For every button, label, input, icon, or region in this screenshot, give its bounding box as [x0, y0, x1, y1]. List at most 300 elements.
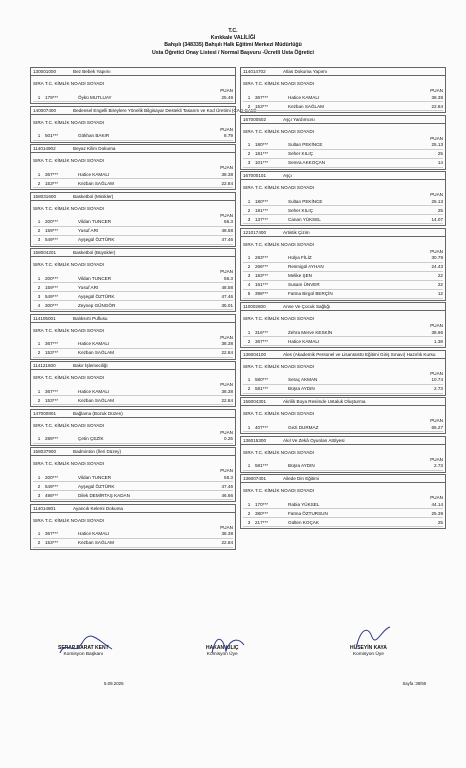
header-adi: ADI SOYADI — [78, 375, 104, 380]
row-tc: 137*** — [255, 216, 269, 222]
row-name: Zeynep GÜNGÖR — [78, 302, 116, 308]
table-row — [243, 159, 443, 168]
course-name: Bakır İşlemeciliği — [73, 363, 108, 368]
row-sira: 2 — [37, 483, 41, 489]
row-tc: 200*** — [45, 275, 59, 281]
course-name: Beyaz Kilim Dokuma — [73, 146, 116, 151]
table-row — [33, 473, 233, 482]
row-sira: 3 — [247, 273, 251, 278]
course-name: Basketbol (Minikler) — [73, 193, 114, 199]
table-row — [243, 141, 443, 150]
course-code: 136015300 — [243, 437, 266, 443]
course-code: 158004201 — [33, 250, 56, 255]
course-title-bar — [241, 398, 445, 406]
row-tc: 549*** — [45, 293, 59, 299]
header-adi: ADI SOYADI — [78, 461, 104, 466]
row-name: Vildan TUNCER — [78, 275, 112, 281]
table-row — [243, 423, 443, 432]
header-adi: ADI SOYADI — [78, 81, 104, 86]
course-table — [31, 257, 235, 311]
course-table — [31, 115, 235, 142]
header-tc: T.C. KİMLİK NO — [255, 241, 288, 247]
row-tc: 367*** — [255, 94, 269, 100]
header-tc: T.C. KİMLİK NO — [45, 461, 78, 466]
header-puan: PUAN — [220, 429, 233, 435]
header-puan: PUAN — [430, 323, 443, 328]
row-sira: 1 — [37, 171, 41, 177]
row-puan: 47.46 — [221, 483, 233, 489]
row-name: Semra AKKOÇAN — [288, 160, 326, 165]
course-code: 114105001 — [33, 315, 56, 321]
header-tc: T.C. KİMLİK NO — [45, 422, 78, 428]
row-puan: 35.01 — [221, 302, 233, 308]
signature-area — [0, 645, 466, 705]
table-row — [243, 290, 443, 299]
header-line-list-title: Usta Öğretici Onay Listesi / Normal Başvuru -Ücretli Usta Öğretici — [151, 49, 315, 56]
course-code: 167000502 — [243, 116, 266, 122]
course-section — [30, 361, 236, 407]
header-puan: PUAN — [430, 418, 443, 423]
table-header-row — [243, 242, 443, 247]
header-adi: ADI SOYADI — [288, 241, 314, 247]
table-row — [243, 272, 443, 281]
course-name: Bez Bebek Yapımı — [73, 69, 111, 74]
row-puan: 44.14 — [431, 501, 443, 507]
course-name: Basketbol (Büyükler) — [73, 250, 116, 255]
table-row — [33, 179, 233, 188]
row-tc: 153*** — [255, 103, 269, 109]
row-sira: 1 — [37, 474, 41, 480]
table-header-row — [33, 423, 233, 428]
row-puan: 25.13 — [431, 142, 443, 147]
course-table — [241, 237, 445, 300]
course-section — [30, 409, 236, 446]
table-header-row — [33, 158, 233, 163]
course-code: 114014902 — [33, 146, 56, 151]
row-tc: 153*** — [45, 540, 59, 545]
row-tc: 300*** — [45, 302, 59, 308]
row-sira: 4 — [247, 282, 251, 287]
header-sira: SIRA — [33, 517, 44, 523]
table-row — [243, 263, 443, 272]
course-name: Akrilik Boya Resimde Ustaluk Oluşturma — [283, 399, 366, 404]
row-tc: 580*** — [255, 377, 269, 382]
table-header-row — [33, 375, 233, 380]
table-row — [243, 518, 443, 527]
row-puan: 14.07 — [431, 216, 443, 222]
header-puan: PUAN — [430, 248, 443, 254]
header-adi: ADI SOYADI — [78, 327, 104, 333]
course-name: Aşçı — [283, 173, 292, 178]
row-name: Hatice KAMALI — [78, 171, 110, 177]
course-table — [31, 76, 235, 103]
course-name: Badminton (İleri Düzey) — [73, 449, 121, 454]
row-puan: 14 — [437, 160, 443, 165]
course-code: 114121600 — [33, 363, 56, 368]
row-sira: 3 — [37, 237, 41, 242]
header-adi: ADI SOYADI — [288, 185, 314, 190]
course-table — [31, 201, 235, 246]
header-sira: SIRA — [33, 119, 44, 125]
row-name: Susam ÜNVER — [288, 282, 320, 287]
course-code: 114014801 — [33, 505, 56, 511]
row-tc: 153*** — [45, 397, 59, 403]
table-row — [33, 301, 233, 310]
course-title-bar — [31, 107, 257, 115]
table-row — [243, 281, 443, 290]
row-tc: 159*** — [45, 228, 59, 233]
row-tc: 153*** — [45, 180, 59, 186]
table-row — [33, 435, 233, 444]
course-section — [240, 67, 446, 113]
course-table — [241, 311, 445, 347]
row-sira: 1 — [37, 388, 41, 394]
row-puan: 22.84 — [221, 350, 233, 355]
row-tc: 316*** — [255, 329, 269, 335]
row-name: Sultan PEKİNCE — [288, 142, 323, 147]
table-header-row — [33, 81, 233, 86]
course-table — [241, 124, 445, 169]
row-tc: 180*** — [255, 142, 269, 147]
row-puan: 22.84 — [221, 540, 233, 545]
row-puan: 48.58 — [221, 228, 233, 233]
table-row — [243, 462, 443, 471]
header-sira: SIRA — [243, 81, 254, 86]
row-sira: 1 — [247, 198, 251, 204]
header-adi: ADI SOYADI — [78, 119, 104, 125]
course-name: Artistik Çizim — [283, 229, 310, 235]
header-puan: PUAN — [430, 135, 443, 141]
row-puan: 8.79 — [224, 133, 233, 138]
row-name: Gezi DURMAZ — [288, 424, 319, 430]
table-header-row — [243, 411, 443, 416]
row-name: Seraç AKMAN — [288, 377, 318, 382]
header-puan: PUAN — [430, 495, 443, 500]
header-adi: ADI SOYADI — [288, 488, 314, 493]
course-section — [240, 228, 446, 301]
course-table — [241, 445, 445, 472]
row-sira: 1 — [247, 501, 251, 507]
row-tc: 367*** — [255, 338, 269, 344]
table-row — [33, 283, 233, 292]
signature-block-2 — [206, 645, 239, 657]
course-name: Balıksırtı Puflusu — [73, 315, 108, 321]
table-header-row — [33, 461, 233, 466]
course-name: Anne Ve Çocuk Sağlığı — [283, 304, 331, 309]
table-row — [33, 530, 233, 539]
row-puan: 56.3 — [224, 275, 233, 281]
course-section — [240, 397, 446, 434]
row-tc: 200*** — [45, 219, 59, 224]
row-tc: 170*** — [255, 501, 269, 507]
header-puan: PUAN — [430, 88, 443, 93]
row-sira: 1 — [37, 531, 41, 536]
signature-1-name: SERAP BARAT KENT — [58, 645, 109, 651]
row-sira: 3 — [37, 293, 41, 299]
row-puan: 10.74 — [431, 377, 443, 382]
row-sira: 2 — [37, 397, 41, 403]
row-puan: 0.25 — [224, 436, 233, 441]
row-name: Öykü MUTLUAY — [78, 94, 112, 100]
course-title-bar — [31, 448, 235, 456]
row-puan: 30.79 — [431, 255, 443, 260]
row-sira: 2 — [37, 180, 41, 186]
row-tc: 398*** — [255, 291, 269, 296]
row-sira: 2 — [37, 350, 41, 355]
row-name: Seher KILIÇ — [288, 151, 314, 156]
table-row — [33, 132, 233, 141]
row-tc: 501*** — [45, 133, 59, 138]
header-sira: SIRA — [243, 411, 254, 416]
row-puan: 25.13 — [431, 198, 443, 204]
row-puan: 38.38 — [221, 171, 233, 177]
row-sira: 2 — [247, 386, 251, 391]
row-sira: 2 — [247, 264, 251, 269]
course-title-bar — [241, 68, 445, 76]
table-row — [33, 170, 233, 179]
header-sira: SIRA — [33, 327, 44, 333]
course-table — [31, 153, 235, 189]
table-row — [243, 206, 443, 215]
row-puan: 38.38 — [221, 341, 233, 346]
header-tc: T.C. KİMLİK NO — [45, 158, 78, 163]
row-name: Kezban SAĞLAM — [78, 540, 115, 545]
handwritten-signature-icon — [350, 623, 396, 653]
course-title-bar — [31, 315, 235, 323]
row-tc: 153*** — [45, 350, 59, 355]
table-row — [243, 376, 443, 385]
course-code: 167000101 — [243, 173, 266, 178]
row-name: Kezban SAĞLAM — [78, 180, 115, 186]
table-row — [33, 218, 233, 227]
row-name: Vildan TUNCER — [78, 474, 112, 480]
row-name: Yusuf ARI — [78, 284, 99, 290]
table-row — [33, 349, 233, 358]
course-code: 158037900 — [33, 449, 56, 454]
row-name: Seher KILIÇ — [288, 207, 314, 213]
course-code: 147000801 — [33, 410, 56, 416]
row-tc: 549*** — [45, 237, 59, 242]
course-name: Bedensel Engelli Bireylere Yönelik Bilgisayar Destekli Tasarım ve Kod Üretimi (CAD-CAM) — [73, 107, 257, 113]
header-tc: T.C. KİMLİK NO — [45, 205, 78, 211]
table-header-row — [243, 129, 443, 134]
header-tc: T.C. KİMLİK NO — [45, 517, 78, 523]
row-puan: 25.49 — [221, 94, 233, 100]
row-sira: 2 — [247, 510, 251, 516]
row-name: Büşra AYDIN — [288, 463, 315, 468]
header-sira: SIRA — [243, 185, 254, 190]
header-puan: PUAN — [220, 382, 233, 387]
row-name: Fatma Birgül BERÇİN — [288, 291, 333, 296]
header-puan: PUAN — [220, 524, 233, 530]
signature-block-3 — [350, 645, 387, 657]
header-sira: SIRA — [33, 461, 44, 466]
row-tc: 289*** — [45, 436, 59, 441]
row-tc: 367*** — [45, 341, 59, 346]
course-title-bar — [31, 193, 235, 201]
row-sira: 1 — [247, 463, 251, 468]
row-tc: 161*** — [255, 282, 269, 287]
table-header-row — [243, 316, 443, 321]
row-puan: 46.66 — [221, 492, 233, 498]
row-name: Hatice KAMALI — [288, 338, 320, 344]
header-puan: PUAN — [220, 269, 233, 274]
header-puan: PUAN — [220, 165, 233, 170]
course-section — [30, 67, 236, 104]
table-row — [243, 337, 443, 346]
header-sira: SIRA — [33, 375, 44, 380]
course-table — [31, 513, 235, 549]
document-date: 5.09.2025 — [104, 681, 124, 686]
table-header-row — [243, 185, 443, 190]
course-section — [30, 504, 236, 550]
header-tc: T.C. KİMLİK NO — [255, 185, 288, 190]
row-puan: 24.43 — [431, 264, 443, 269]
header-adi: ADI SOYADI — [288, 363, 314, 369]
course-name: Ayancık Kelemi Dokuma — [73, 505, 123, 511]
header-tc: T.C. KİMLİK NO — [45, 262, 78, 267]
row-tc: 217*** — [255, 519, 269, 525]
table-header-row — [243, 364, 443, 369]
course-table — [241, 180, 445, 225]
row-name: Zehra Merve KESKİN — [288, 329, 333, 335]
handwritten-signature-icon — [208, 633, 248, 657]
row-puan: 38.66 — [431, 329, 443, 335]
row-puan: 65.27 — [431, 424, 443, 430]
table-header-row — [33, 262, 233, 267]
course-section — [240, 115, 446, 170]
signature-1-role: Komisyon Başkanı — [63, 652, 104, 657]
row-puan: 22.84 — [221, 397, 233, 403]
table-row — [243, 500, 443, 509]
course-title-bar — [31, 249, 235, 257]
header-tc: T.C. KİMLİK NO — [255, 128, 288, 134]
table-row — [243, 102, 443, 111]
header-sira: SIRA — [243, 241, 254, 247]
row-name: Büşra AYDIN — [288, 386, 315, 391]
course-section — [30, 314, 236, 360]
row-sira: 1 — [247, 94, 251, 100]
course-name: Ales (Akademik Personel ve Lisansüstü Eğitimi Giriş Sınavı) Hazırlık Kursu — [283, 351, 436, 357]
row-name: Melike ŞEN — [288, 273, 312, 278]
header-adi: ADI SOYADI — [78, 262, 104, 267]
header-sira: SIRA — [243, 363, 254, 369]
course-table — [241, 76, 445, 112]
table-row — [33, 539, 233, 548]
course-table — [31, 456, 235, 501]
row-puan: 1.38 — [434, 338, 443, 344]
row-name: Hatice KAMALI — [288, 94, 320, 100]
header-tc: T.C. KİMLİK NO — [255, 488, 288, 493]
row-tc: 101*** — [255, 160, 269, 165]
table-row — [33, 482, 233, 491]
row-puan: 22 — [437, 273, 443, 278]
row-tc: 498*** — [45, 492, 59, 498]
header-adi: ADI SOYADI — [288, 128, 314, 134]
course-code: 121017400 — [243, 229, 266, 235]
header-puan: PUAN — [220, 334, 233, 340]
row-name: Ayşegül ÖZTÜRK — [78, 237, 115, 242]
course-code: 140007400 — [33, 107, 56, 113]
table-row — [33, 274, 233, 283]
row-sira: 2 — [37, 540, 41, 545]
row-puan: 25.39 — [431, 510, 443, 516]
header-tc: T.C. KİMLİK NO — [255, 316, 288, 321]
course-title-bar — [241, 229, 445, 237]
header-tc: T.C. KİMLİK NO — [45, 327, 78, 333]
course-table — [31, 370, 235, 406]
course-section — [30, 144, 236, 190]
table-row — [33, 491, 233, 500]
row-sira: 1 — [37, 275, 41, 281]
row-sira: 1 — [37, 436, 41, 441]
header-tc: T.C. KİMLİK NO — [45, 81, 78, 86]
table-header-row — [33, 206, 233, 211]
row-tc: 179*** — [45, 94, 59, 100]
course-section — [240, 171, 446, 226]
table-header-row — [33, 518, 233, 523]
course-code: 136004100 — [243, 351, 266, 357]
row-sira: 4 — [37, 302, 41, 308]
course-title-bar — [31, 410, 235, 418]
row-sira: 2 — [247, 338, 251, 344]
header-puan: PUAN — [220, 212, 233, 218]
page-number: Sayfa :38/59 — [402, 681, 426, 686]
table-header-row — [243, 450, 443, 455]
row-tc: 180*** — [255, 198, 269, 204]
table-row — [243, 328, 443, 337]
course-title-bar — [31, 145, 235, 153]
course-section — [30, 192, 236, 247]
row-puan: 47.46 — [221, 293, 233, 299]
row-name: Yusuf ARI — [78, 228, 99, 233]
course-title-bar — [241, 172, 445, 180]
course-code: 136007401 — [243, 476, 266, 481]
row-puan: 38.38 — [431, 94, 443, 100]
row-tc: 367*** — [45, 531, 59, 536]
row-name: Hatice KAMALI — [78, 388, 110, 394]
course-section — [30, 447, 236, 502]
table-row — [33, 227, 233, 236]
row-name: Vildan TUNCER — [78, 219, 112, 224]
row-name: Ayşegül ÖZTÜRK — [78, 293, 115, 299]
row-tc: 549*** — [45, 483, 59, 489]
row-tc: 283*** — [255, 255, 269, 260]
course-name: Bağlama (Bozuk Düzen) — [73, 410, 123, 416]
header-adi: ADI SOYADI — [78, 205, 104, 211]
row-sira: 1 — [37, 94, 41, 100]
header-adi: ADI SOYADI — [78, 158, 104, 163]
course-table — [31, 418, 235, 445]
row-puan: 22.84 — [221, 180, 233, 186]
row-sira: 3 — [247, 160, 251, 165]
row-tc: 266*** — [255, 264, 269, 269]
row-sira: 3 — [247, 519, 251, 525]
course-section — [30, 248, 236, 312]
table-row — [33, 292, 233, 301]
header-puan: PUAN — [220, 88, 233, 93]
header-adi: ADI SOYADI — [288, 81, 314, 86]
header-puan: PUAN — [430, 370, 443, 376]
course-name: Atlas Dokuma Yapımı — [283, 69, 327, 74]
row-tc: 407*** — [255, 424, 269, 430]
header-tc: T.C. KİMLİK NO — [255, 411, 288, 416]
table-row — [243, 197, 443, 206]
course-code: 114014702 — [243, 69, 266, 74]
table-row — [33, 236, 233, 245]
row-sira: 1 — [37, 133, 41, 138]
header-sira: SIRA — [243, 128, 254, 134]
